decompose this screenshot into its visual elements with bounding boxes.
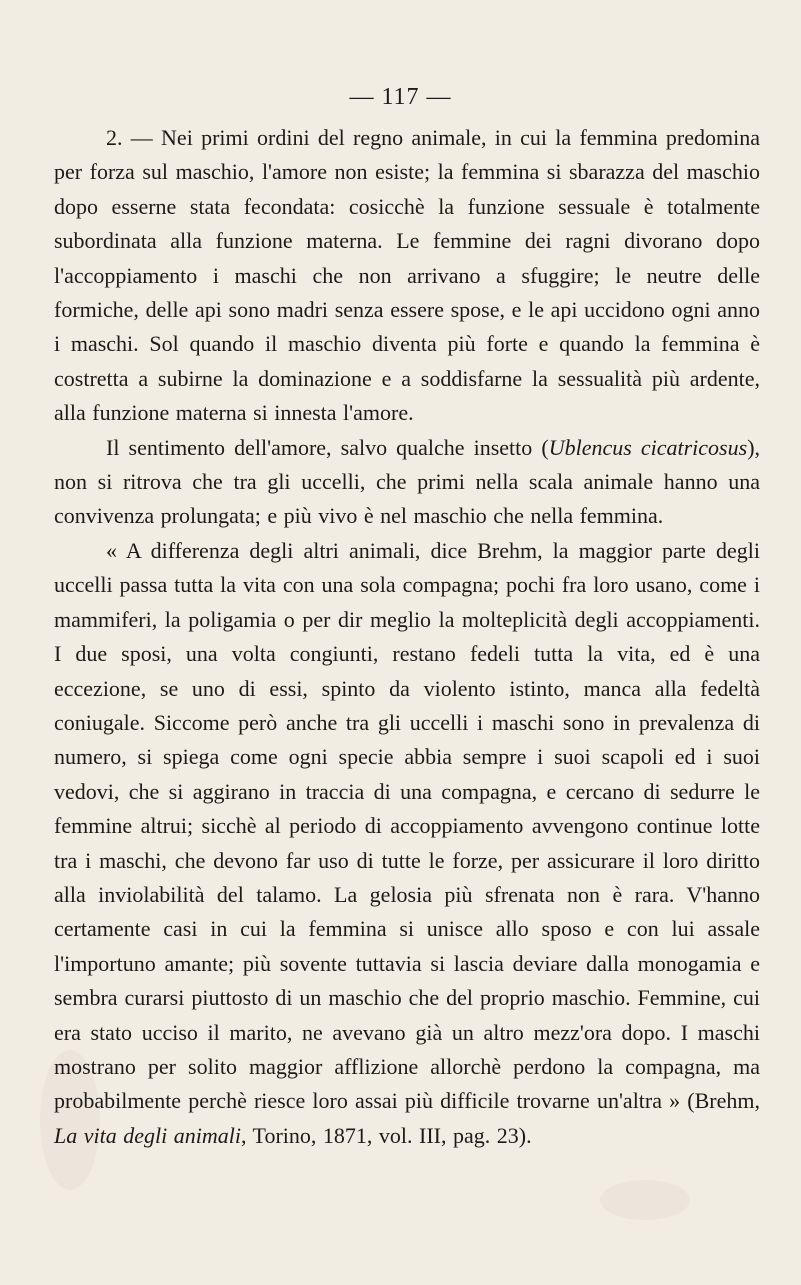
paragraph-3-quotation <box>54 534 760 1153</box>
page-number: — 117 — <box>349 84 452 110</box>
quotation-text: « A differenza degli altri animali, dice Brehm, la maggior parte degli uccelli passa tutta la vita con una sola compagna; pochi fra loro usano, come i mammiferi, la poligamia o per dir meglio la molteplicità degli accoppiamenti. I due sposi, una volta congiunti, restano fedeli tutta la vita, ed è una eccezione, se uno di essi, spinto da violento istinto, manca alla fedeltà coniugale. Siccome però anche tra gli uccelli i maschi sono in prevalenza di numero, si spiega come ogni specie abbia sempre i suoi scapoli ed i suoi vedovi, che si aggirano in traccia di una compagna, e cercano di sedurre le femmine altrui; sicchè al periodo di accoppiamento avvengono continue lotte tra i maschi, che devono far uso di tutte le forze, per assicurare il loro diritto alla inviolabilità del talamo. La gelosia più sfrenata non è rara. V'hanno certamente casi in cui la femmina si unisce allo sposo e con lui assale l'importuno amante; più sovente tuttavia si lascia deviare dalla monogamia e sembra curarsi piuttosto di un maschio che del proprio maschio. Femmine, cui era stato ucciso il marito, ne avevano già un altro mezz'ora dopo. I maschi mostrano per solito maggior afflizione allorchè perdono la compagna, ma probabilmente perchè riesce loro assai più difficile trovarne un'altra » (Brehm, <box>54 537 760 1114</box>
paragraph-2-start: Il sentimento dell'amore, salvo qualche insetto ( <box>106 434 549 460</box>
book-title: La vita degli animali <box>54 1122 241 1148</box>
paragraph-2 <box>54 431 760 534</box>
paragraph-2-end: ), non si ritrova che tra gli uccelli, che primi nella scala animale hanno una convivenza prolungata; e più vivo è nel maschio che nella femmina. <box>54 434 761 529</box>
paper-stain <box>600 1180 690 1220</box>
citation-details: , Torino, 1871, vol. III, pag. 23). <box>240 1122 532 1148</box>
body-text <box>54 121 760 1153</box>
paragraph-1: 2. — Nei primi ordini del regno animale, in cui la femmina predomina per forza sul maschio, l'amore non esiste; la femmina si sbarazza del maschio dopo esserne stata fecondata: cosicchè la funzione sessuale è totalmente subordinata alla funzione materna. Le femmine dei ragni divorano dopo l'accoppiamento i maschi che non arrivano a sfuggire; le neutre delle formiche, delle api sono madri senza essere spose, e le api uccidono ogni anno i maschi. Sol quando il maschio diventa più forte e quando la femmina è costretta a subirne la dominazione e a soddisfarne la sessualità più ardente, alla funzione materna si innesta l'amore. <box>54 125 760 426</box>
species-name: Ublencus cicatricosus <box>548 434 748 460</box>
